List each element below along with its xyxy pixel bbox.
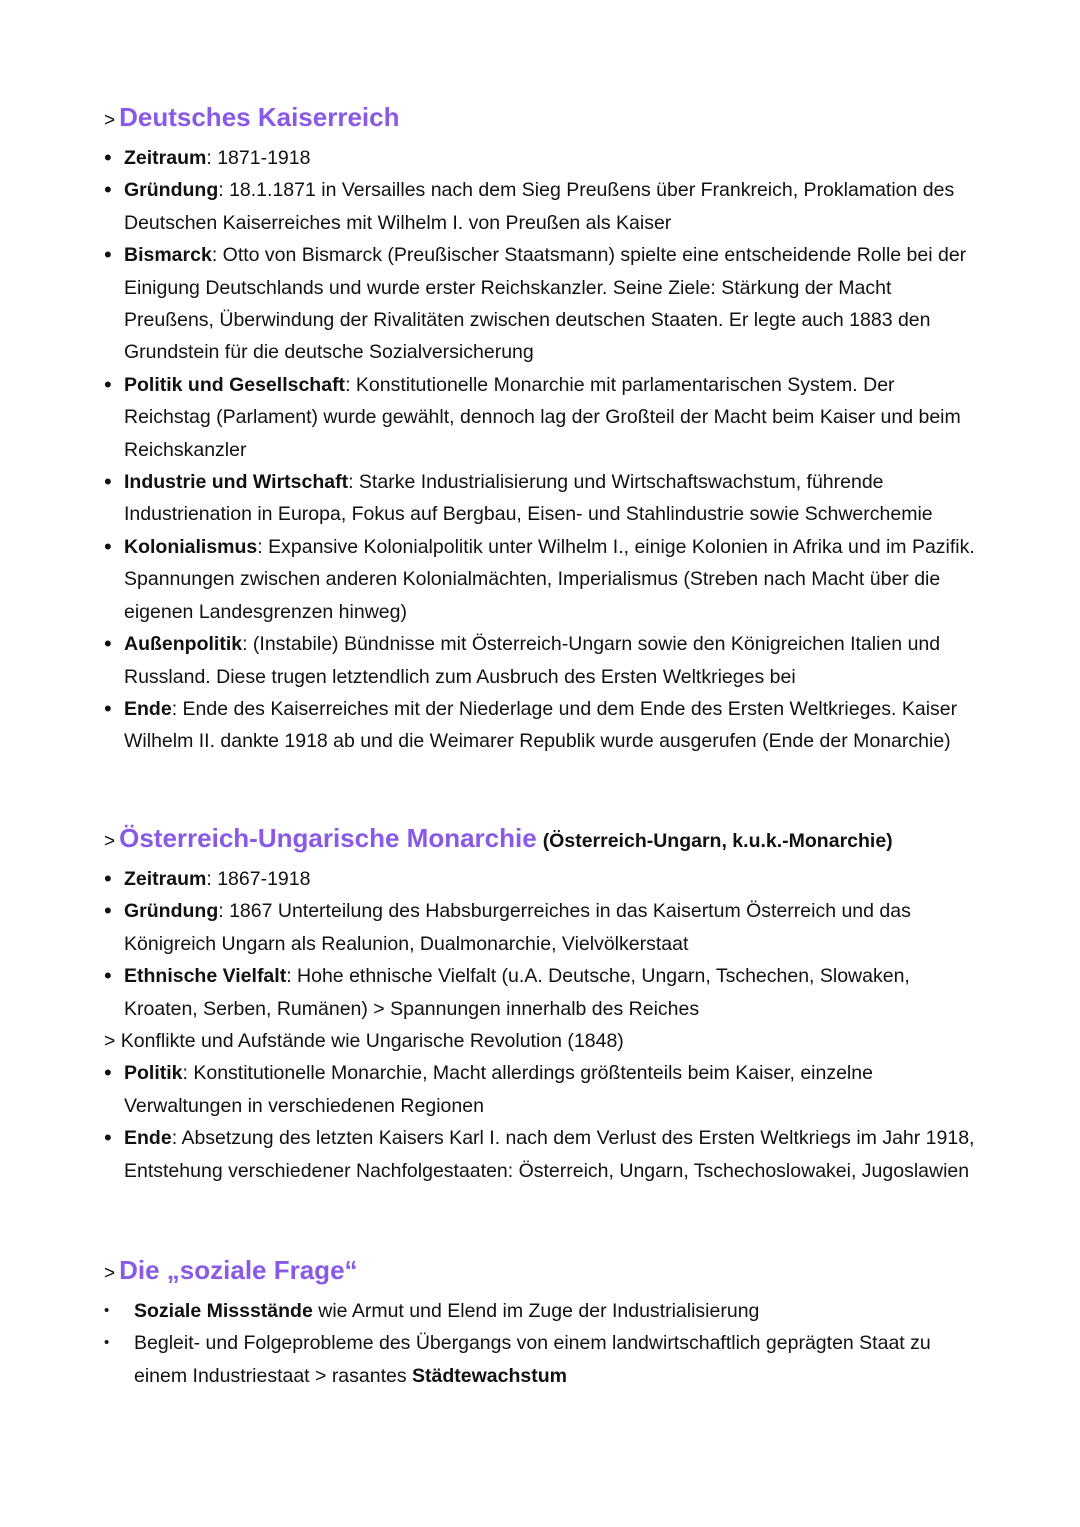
list-item <box>104 466 976 531</box>
list-item <box>104 1057 976 1122</box>
item-text: : 1871-1918 <box>206 147 311 169</box>
item-label: Bismarck <box>124 244 212 267</box>
section-heading <box>104 1253 984 1291</box>
heading-title: Deutsches Kaiserreich <box>119 102 400 132</box>
item-text: : Konstitutionelle Monarchie, Macht allerdings größtenteils beim Kaiser, einzelne Verwaltungen in verschiedenen Regionen <box>124 1062 873 1117</box>
item-label: Zeitraum <box>124 868 207 890</box>
item-label: Ethnische Vielfalt <box>124 965 287 988</box>
bullet-list <box>104 142 984 758</box>
item-text: : Expansive Kolonialpolitik unter Wilhelm I., einige Kolonien in Afrika und im Pazifik. Spannungen zwischen anderen Kolonialmächten, Imperialismus (Streben nach Macht über die eigenen Landesgrenzen hinweg) <box>124 535 975 623</box>
item-label: Städtewachstum <box>412 1364 567 1387</box>
item-text: : (Instabile) Bündnisse mit Österreich-Ungarn sowie den Königreichen Italien und Russland. Diese trugen letztendlich zum Ausbruch des Ersten Weltkrieges bei <box>124 633 941 688</box>
heading-title: Österreich-Ungarische Monarchie <box>119 823 537 853</box>
heading-prefix: > <box>104 110 116 131</box>
list-item <box>104 1327 986 1392</box>
item-label: Politik <box>124 1062 183 1085</box>
list-item <box>104 1122 976 1187</box>
item-label: Ende <box>124 697 172 720</box>
item-label: Zeitraum <box>124 147 207 169</box>
section-soziale-frage <box>104 1253 984 1392</box>
item-label: Politik und Gesellschaft <box>124 373 346 396</box>
item-text: : 18.1.1871 in Versailles nach dem Sieg Preußens über Frankreich, Proklamation des Deutschen Kaiserreiches mit Wilhelm I. von Preußen als Kaiser <box>124 179 955 234</box>
section-heading <box>104 821 984 859</box>
list-item <box>104 895 976 960</box>
item-text: : Hohe ethnische Vielfalt (u.A. Deutsche, Ungarn, Tschechen, Slowaken, Kroaten, Serben, Rumänen) > Spannungen innerhalb des Reiches <box>124 965 910 1020</box>
item-text: : Ende des Kaiserreiches mit der Niederlage und dem Ende des Ersten Weltkrieges. Kaiser Wilhelm II. dankte 1918 ab und die Weimarer Republik wurde ausgerufen (Ende der Monarchie) <box>124 697 958 753</box>
list-item <box>104 369 976 466</box>
item-label: Industrie und Wirtschaft <box>124 471 349 494</box>
item-label: Außenpolitik <box>124 633 243 656</box>
item-label: Gründung <box>124 900 219 923</box>
list-item <box>104 960 976 1025</box>
section-heading <box>104 100 984 138</box>
item-label: Kolonialismus <box>124 535 258 558</box>
bullet-list <box>104 1057 984 1187</box>
bullet-list <box>104 1295 984 1392</box>
list-item <box>104 174 976 239</box>
note-line: > Konflikte und Aufstände wie Ungarische Revolution (1848) <box>104 1030 624 1053</box>
list-item <box>104 142 976 174</box>
item-text: : 1867-1918 <box>206 868 311 890</box>
list-item <box>104 1295 986 1327</box>
section-deutsches-kaiserreich <box>104 100 984 758</box>
heading-subtitle: (Österreich-Ungarn, k.u.k.-Monarchie) <box>542 830 893 852</box>
list-item <box>104 693 976 758</box>
list-item <box>104 531 976 628</box>
item-text: wie Armut und Elend im Zuge der Industrialisierung <box>312 1300 760 1322</box>
list-item <box>104 239 976 369</box>
bullet-list <box>104 863 984 1025</box>
item-text: : 1867 Unterteilung des Habsburgerreiches in das Kaisertum Österreich und das Königreich Ungarn als Realunion, Dualmonarchie, Vielvölkerstaat <box>124 900 911 955</box>
item-text: Begleit- und Folgeprobleme des Übergangs von einem landwirtschaftlich geprägten Staat zu einem Industriestaat > rasantes <box>134 1332 931 1387</box>
item-label: Soziale Missstände <box>134 1300 313 1322</box>
heading-title: Die „soziale Frage“ <box>119 1255 358 1285</box>
item-text: : Absetzung des letzten Kaisers Karl I. nach dem Verlust des Ersten Weltkriegs im Jahr 1918, Entstehung verschiedener Nachfolgestaaten: Österreich, Ungarn, Tschechoslowakei, Jugoslawien <box>124 1127 975 1182</box>
list-item <box>104 628 976 693</box>
item-label: Ende <box>124 1127 172 1150</box>
item-text: : Konstitutionelle Monarchie mit parlamentarischen System. Der Reichstag (Parlament) wurde gewählt, dennoch lag der Großteil der Macht beim Kaiser und beim Reichskanzler <box>124 373 961 461</box>
item-text: : Starke Industrialisierung und Wirtschaftswachstum, führende Industrienation in Europa, Fokus auf Bergbau, Eisen- und Stahlindustrie sowie Schwerchemie <box>124 471 933 526</box>
item-text: : Otto von Bismarck (Preußischer Staatsmann) spielte eine entscheidende Rolle bei der Einigung Deutschlands und wurde erster Reichskanzler. Seine Ziele: Stärkung der Macht Preußens, Überwindung der Rivalitäten zwischen deutschen Staaten. Er legte auch 1883 den Grundstein für die deutsche Sozialversicherung <box>124 244 967 364</box>
heading-prefix: > <box>104 831 116 852</box>
section-oesterreich-ungarn <box>104 821 984 1187</box>
list-item <box>104 863 976 895</box>
heading-prefix: > <box>104 1263 116 1284</box>
item-label: Gründung <box>124 179 219 202</box>
